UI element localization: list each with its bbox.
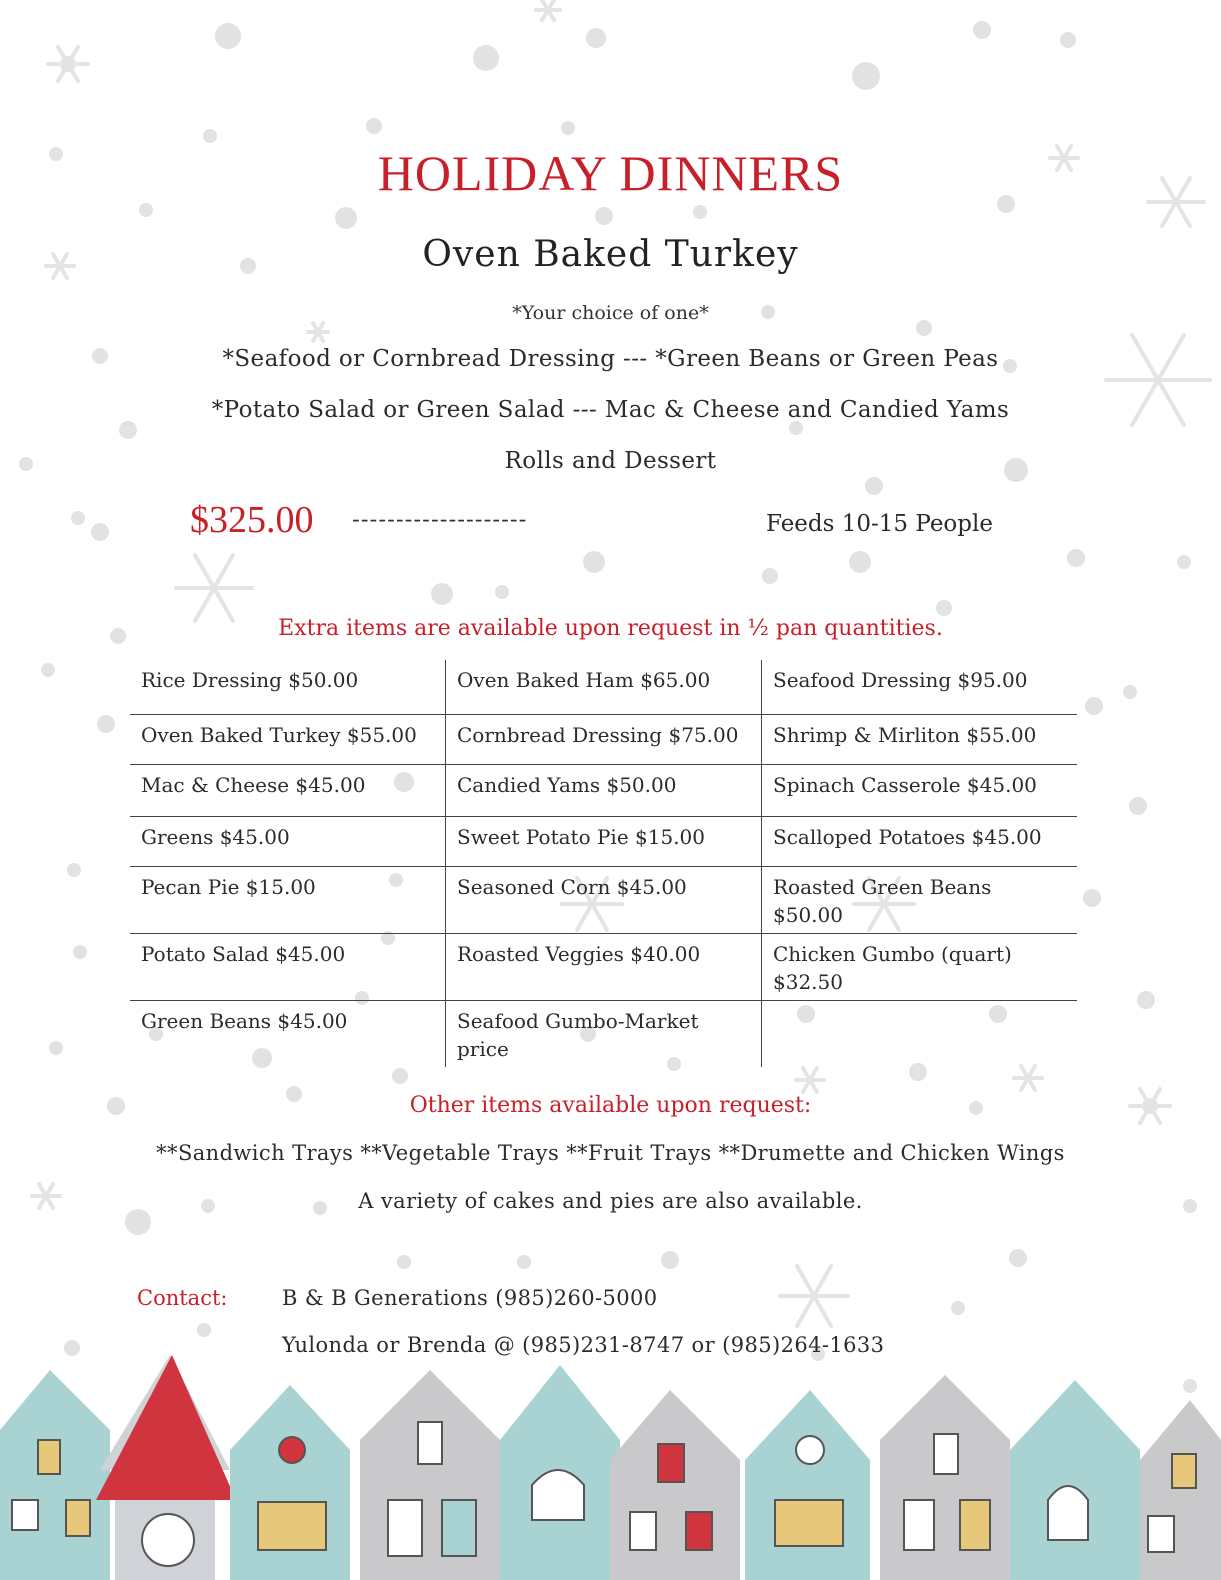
extras-cell: Cornbread Dressing $75.00 [446,714,762,764]
extras-cell: Chicken Gumbo (quart) $32.50 [762,933,1078,1000]
extras-row [130,1000,1077,1067]
extras-cell: Rice Dressing $50.00 [130,660,446,714]
extras-cell: Sweet Potato Pie $15.00 [446,816,762,866]
extras-row [130,660,1077,714]
extras-row [130,866,1077,933]
page-subtitle: Oven Baked Turkey [422,234,799,275]
extras-cell: Potato Salad $45.00 [130,933,446,1000]
extras-cell: Candied Yams $50.00 [446,764,762,816]
dinner-price: $325.00 [190,499,314,541]
extras-row [130,764,1077,816]
extras-cell: Roasted Veggies $40.00 [446,933,762,1000]
extras-cell: Seafood Gumbo-Market price [446,1000,762,1067]
extras-heading: Extra items are available upon request in ½ pan quantities. [278,616,943,641]
extras-cell: Scalloped Potatoes $45.00 [762,816,1078,866]
other-heading: Other items available upon request: [409,1093,812,1118]
option-line-2: *Potato Salad or Green Salad --- Mac & Cheese and Candied Yams [211,397,1010,423]
extras-cell: Oven Baked Turkey $55.00 [130,714,446,764]
extras-row [130,816,1077,866]
extras-row [130,714,1077,764]
extras-cell: Shrimp & Mirliton $55.00 [762,714,1078,764]
extras-cell: Pecan Pie $15.00 [130,866,446,933]
extras-row [130,933,1077,1000]
contact-line-2: Yulonda or Brenda @ (985)231-8747 or (985)264-1633 [282,1333,885,1357]
option-line-1: *Seafood or Cornbread Dressing --- *Green Beans or Green Peas [222,346,999,372]
price-dashes: -------------------- [352,507,528,533]
extras-cell: Mac & Cheese $45.00 [130,764,446,816]
extras-cell: Spinach Casserole $45.00 [762,764,1078,816]
option-line-3: Rolls and Dessert [504,448,717,474]
choice-note: *Your choice of one* [512,302,709,324]
extras-table [130,660,1077,1067]
extras-cell: Oven Baked Ham $65.00 [446,660,762,714]
feeds-note: Feeds 10-15 People [766,511,993,537]
page-title: HOLIDAY DINNERS [377,145,844,201]
village-houses-illustration [0,1350,1221,1580]
extras-cell: Seafood Dressing $95.00 [762,660,1078,714]
extras-cell: Seasoned Corn $45.00 [446,866,762,933]
contact-line-1: B & B Generations (985)260-5000 [282,1286,658,1310]
extras-cell: Green Beans $45.00 [141,1008,348,1033]
extras-cell: Greens $45.00 [130,816,446,866]
other-items: **Sandwich Trays **Vegetable Trays **Fruit Trays **Drumette and Chicken Wings [156,1141,1065,1165]
extras-cell: Roasted Green Beans $50.00 [762,866,1078,933]
contact-label: Contact: [137,1286,228,1310]
other-note: A variety of cakes and pies are also available. [358,1189,863,1213]
extras-cell [762,1000,1078,1067]
